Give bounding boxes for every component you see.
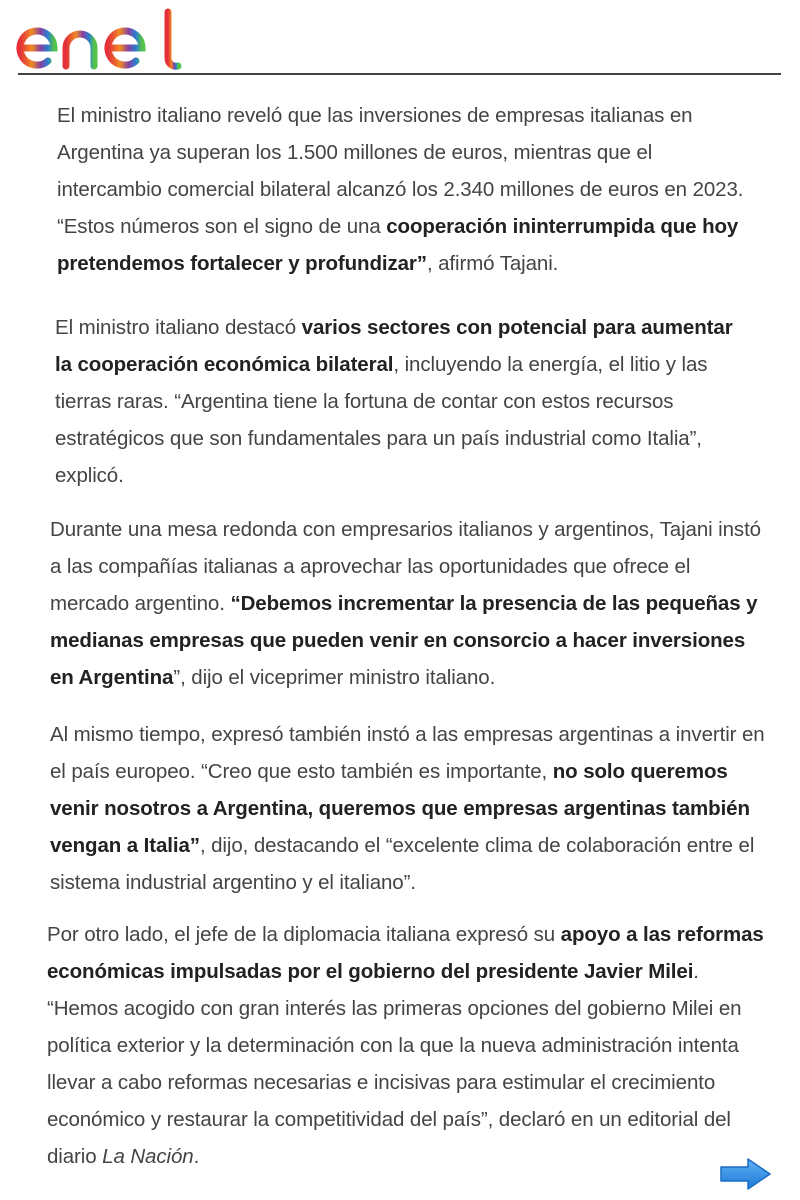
paragraph-text: Al mismo tiempo, expresó también instó a las empresas argentinas a invertir en el país europeo. “Creo que esto también es importante,: [50, 723, 765, 783]
paragraph-text: Por otro lado, el jefe de la diplomacia italiana expresó su: [47, 923, 561, 946]
newspaper-name: La Nación: [102, 1145, 194, 1168]
enel-logo[interactable]: [14, 6, 184, 72]
article-paragraph-3: [50, 511, 765, 696]
paragraph-bold-text: “Debemos incrementar la presencia de las pequeñas y medianas empresas que pueden venir en consorcio a hacer inversiones en Argentina: [50, 592, 758, 689]
paragraph-bold-text: no solo queremos venir nosotros a Argentina, queremos que empresas argentinas también vengan a Italia”: [50, 760, 750, 857]
paragraph-text: El ministro italiano destacó: [55, 316, 302, 339]
paragraph-text: , dijo, destacando el “excelente clima de colaboración entre el sistema industrial argentino y el italiano”.: [50, 834, 755, 894]
paragraph-text: . “Hemos acogido con gran interés las primeras opciones del gobierno Milei en política exterior y la determinación con la que la nueva administración intenta llevar a cabo reformas necesarias e incisivas para estimular el crecimiento económico y restaurar la competitividad del país”, declaró en un editorial del diario: [47, 960, 742, 1168]
article-paragraph-2: [55, 309, 755, 494]
article-paragraph-4: [50, 716, 765, 901]
paragraph-text: .: [193, 1145, 200, 1168]
paragraph-text: El ministro italiano reveló que las inversiones de empresas italianas en Argentina ya superan los 1.500 millones de euros, mientras que el intercambio comercial bilateral alcanzó los 2.340 millones de euros en 2023. “Estos números son el signo de una: [57, 104, 744, 238]
header: [0, 0, 800, 76]
article-paragraph-5: [47, 916, 769, 1175]
article-paragraph-1: [57, 97, 757, 282]
paragraph-text: , incluyendo la energía, el litio y las tierras raras. “Argentina tiene la fortuna de contar con estos recursos estratégicos que son fundamentales para un país industrial como Italia”, explicó.: [55, 353, 708, 487]
paragraph-text: , afirmó Tajani.: [426, 252, 559, 275]
paragraph-bold-text: varios sectores con potencial para aumentar la cooperación económica bilateral: [55, 316, 733, 376]
right-arrow-icon[interactable]: [718, 1156, 772, 1192]
paragraph-bold-text: cooperación ininterrumpida que hoy pretendemos fortalecer y profundizar”: [57, 215, 739, 275]
header-divider: [18, 73, 781, 75]
paragraph-text: Durante una mesa redonda con empresarios italianos y argentinos, Tajani instó a las compañías italianas a aprovechar las oportunidades que ofrece el mercado argentino.: [50, 518, 761, 615]
paragraph-text: ”, dijo el viceprimer ministro italiano.: [173, 666, 496, 689]
paragraph-bold-text: apoyo a las reformas económicas impulsadas por el gobierno del presidente Javier Milei: [47, 923, 764, 983]
